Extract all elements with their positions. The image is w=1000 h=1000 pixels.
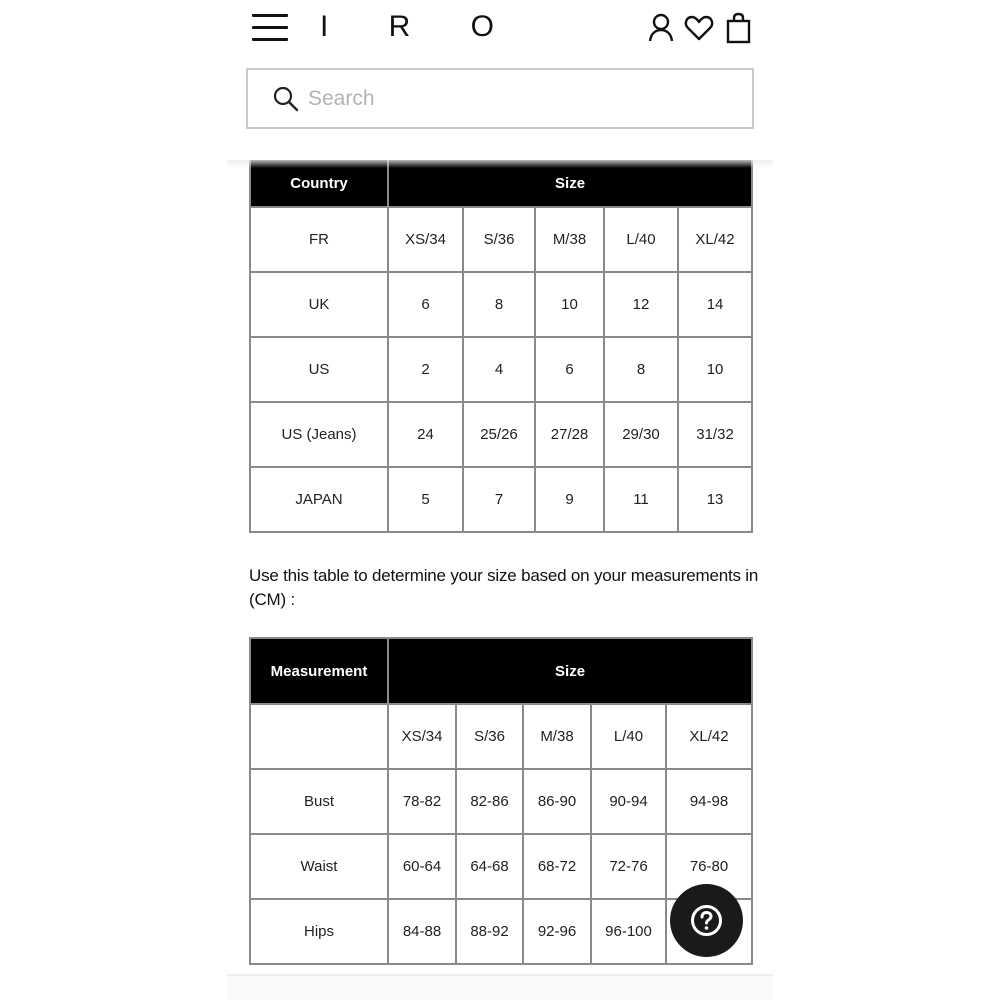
- row-label-cell: US: [250, 337, 388, 402]
- size-cell: 25/26: [463, 402, 535, 467]
- size-cell: XL/42: [678, 207, 752, 272]
- table-row: [250, 769, 752, 834]
- table-header-row: [250, 638, 752, 704]
- table-row: [250, 207, 752, 272]
- size-cell: XS/34: [388, 704, 456, 769]
- size-cell: M/38: [535, 207, 604, 272]
- menu-icon[interactable]: [252, 14, 290, 44]
- search-icon[interactable]: [272, 85, 300, 113]
- measurement-column-header: Measurement: [250, 638, 388, 704]
- size-cell: 10: [535, 272, 604, 337]
- size-cell: L/40: [604, 207, 678, 272]
- size-cell: M/38: [523, 704, 591, 769]
- size-cell: 24: [388, 402, 463, 467]
- size-cell: 96-100: [591, 899, 666, 964]
- size-cell: 12: [604, 272, 678, 337]
- size-cell: 88-92: [456, 899, 523, 964]
- size-cell: 10: [678, 337, 752, 402]
- row-label-cell: Hips: [250, 899, 388, 964]
- size-cell: 6: [388, 272, 463, 337]
- size-cell: 94-98: [666, 769, 752, 834]
- search-bar: [246, 68, 754, 129]
- footer-area: [227, 976, 773, 1000]
- size-cell: 64-68: [456, 834, 523, 899]
- country-size-table: [249, 139, 753, 533]
- site-header: [227, 0, 773, 160]
- size-cell: 13: [678, 467, 752, 532]
- size-cell: S/36: [463, 207, 535, 272]
- help-icon: [690, 904, 723, 937]
- size-cell: XL/42: [666, 704, 752, 769]
- size-cell: S/36: [456, 704, 523, 769]
- country-column-header: Country: [250, 140, 388, 207]
- row-label-cell: [250, 704, 388, 769]
- row-label-cell: Waist: [250, 834, 388, 899]
- size-cell: 9: [535, 467, 604, 532]
- size-cell: 60-64: [388, 834, 456, 899]
- size-cell: 6: [535, 337, 604, 402]
- table-row: [250, 467, 752, 532]
- row-label-cell: FR: [250, 207, 388, 272]
- size-cell: 68-72: [523, 834, 591, 899]
- table-row: [250, 337, 752, 402]
- wishlist-icon[interactable]: [684, 12, 714, 44]
- size-cell: 27/28: [535, 402, 604, 467]
- row-label-cell: Bust: [250, 769, 388, 834]
- size-cell: XS/34: [388, 207, 463, 272]
- size-cell: 76-80: [666, 834, 752, 899]
- size-cell: 84-88: [388, 899, 456, 964]
- measurement-note: Use this table to determine your size based on your measurements in (CM) :: [249, 566, 759, 609]
- size-cell: 82-86: [456, 769, 523, 834]
- row-label-cell: US (Jeans): [250, 402, 388, 467]
- size-cell: 90-94: [591, 769, 666, 834]
- size-cell: 5: [388, 467, 463, 532]
- size-cell: 11: [604, 467, 678, 532]
- size-cell: 2: [388, 337, 463, 402]
- table-row: [250, 834, 752, 899]
- size-cell: 4: [463, 337, 535, 402]
- size-cell: 29/30: [604, 402, 678, 467]
- table-row: [250, 272, 752, 337]
- row-label-cell: UK: [250, 272, 388, 337]
- size-cell: 78-82: [388, 769, 456, 834]
- size-cell: 8: [463, 272, 535, 337]
- account-icon[interactable]: [646, 12, 676, 44]
- size-cell: 31/32: [678, 402, 752, 467]
- size-cell: 92-96: [523, 899, 591, 964]
- size-cell: 8: [604, 337, 678, 402]
- size-column-header: Size: [388, 140, 752, 207]
- search-input[interactable]: [308, 80, 728, 118]
- size-column-header: Size: [388, 638, 752, 704]
- help-button[interactable]: [670, 884, 743, 957]
- brand-logo[interactable]: I R O: [320, 10, 521, 43]
- size-cell: 14: [678, 272, 752, 337]
- size-cell: 72-76: [591, 834, 666, 899]
- size-cell: L/40: [591, 704, 666, 769]
- table-row: [250, 402, 752, 467]
- row-label-cell: JAPAN: [250, 467, 388, 532]
- size-cell: 7: [463, 467, 535, 532]
- size-cell: 86-90: [523, 769, 591, 834]
- table-row: [250, 704, 752, 769]
- cart-icon[interactable]: [724, 12, 754, 44]
